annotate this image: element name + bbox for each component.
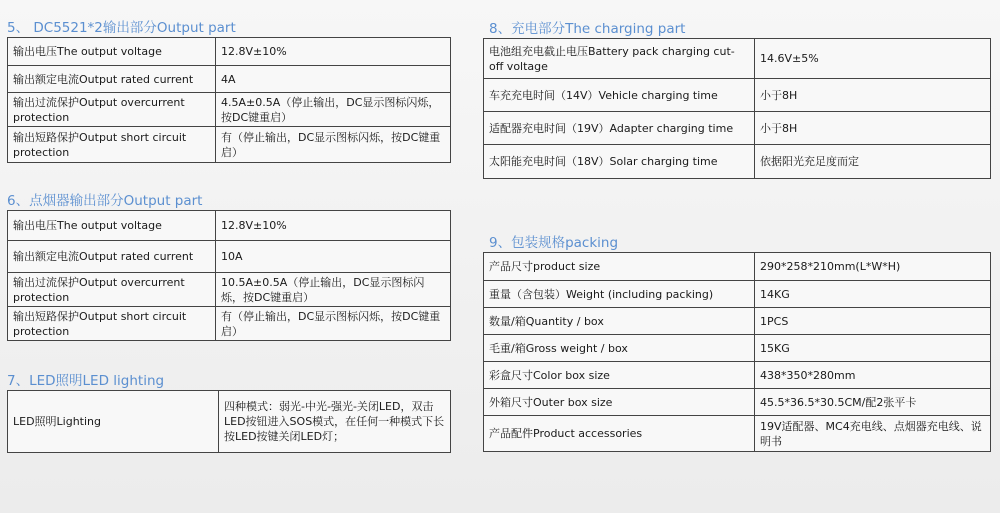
row-value: 四种模式：弱光-中光-强光-关闭LED，双击LED按钮进入SOS模式，在任何一种模式下长按LED按键关闭LED灯； — [219, 391, 451, 453]
row-value: 1PCS — [755, 308, 991, 335]
row-label: 车充充电时间（14V）Vehicle charging time — [484, 79, 755, 112]
section-title: 7、LED照明LED lighting — [7, 373, 165, 389]
row-label: 输出短路保护Output short circuit protection — [8, 127, 216, 163]
row-label: LED照明Lighting — [8, 391, 219, 453]
table-row — [484, 362, 991, 389]
row-value: 12.8V±10% — [216, 38, 451, 66]
row-value: 4A — [216, 66, 451, 93]
row-label: 输出电压The output voltage — [8, 211, 216, 241]
spec-table — [483, 38, 991, 179]
row-label: 输出过流保护Output overcurrent protection — [8, 93, 216, 127]
row-value: 有（停止输出，DC显示图标闪烁，按DC键重启） — [216, 127, 451, 163]
row-label: 输出额定电流Output rated current — [8, 66, 216, 93]
spec-table — [7, 37, 451, 163]
row-label: 重量（含包装）Weight (including packing) — [484, 281, 755, 308]
row-value: 小于8H — [755, 112, 991, 145]
table-row — [484, 253, 991, 281]
table-row — [8, 391, 451, 453]
row-value: 依据阳光充足度而定 — [755, 145, 991, 179]
row-label: 太阳能充电时间（18V）Solar charging time — [484, 145, 755, 179]
table-row — [484, 112, 991, 145]
row-label: 输出电压The output voltage — [8, 38, 216, 66]
table-row — [484, 308, 991, 335]
row-label: 输出短路保护Output short circuit protection — [8, 307, 216, 341]
row-label: 输出额定电流Output rated current — [8, 241, 216, 273]
table-row — [8, 93, 451, 127]
row-value: 10A — [216, 241, 451, 273]
row-label: 输出过流保护Output overcurrent protection — [8, 273, 216, 307]
row-label: 毛重/箱Gross weight / box — [484, 335, 755, 362]
row-value: 290*258*210mm(L*W*H) — [755, 253, 991, 281]
table-row — [8, 127, 451, 163]
table-row — [8, 38, 451, 66]
row-label: 外箱尺寸Outer box size — [484, 389, 755, 416]
row-value: 有（停止输出，DC显示图标闪烁，按DC键重启） — [216, 307, 451, 341]
row-label: 适配器充电时间（19V）Adapter charging time — [484, 112, 755, 145]
row-value: 14KG — [755, 281, 991, 308]
spec-table — [7, 210, 451, 341]
spec-table — [7, 390, 451, 453]
table-row — [484, 389, 991, 416]
table-row — [8, 273, 451, 307]
section-title: 8、充电部分The charging part — [489, 21, 686, 37]
row-value: 12.8V±10% — [216, 211, 451, 241]
row-value: 45.5*36.5*30.5CM/配2张平卡 — [755, 389, 991, 416]
row-label: 彩盒尺寸Color box size — [484, 362, 755, 389]
table-row — [484, 281, 991, 308]
table-row — [484, 416, 991, 452]
table-row — [8, 241, 451, 273]
section-title: 6、点烟器输出部分Output part — [7, 193, 203, 209]
row-label: 电池组充电截止电压Battery pack charging cut-off voltage — [484, 39, 755, 79]
row-value: 438*350*280mm — [755, 362, 991, 389]
table-row — [484, 79, 991, 112]
row-value: 19V适配器、MC4充电线、点烟器充电线、说明书 — [755, 416, 991, 452]
table-row — [484, 145, 991, 179]
row-label: 数量/箱Quantity / box — [484, 308, 755, 335]
row-value: 14.6V±5% — [755, 39, 991, 79]
table-row — [484, 39, 991, 79]
spec-table — [483, 252, 991, 452]
section-title: 9、包装规格packing — [489, 235, 619, 251]
row-label: 产品尺寸product size — [484, 253, 755, 281]
row-label: 产品配件Product accessories — [484, 416, 755, 452]
row-value: 小于8H — [755, 79, 991, 112]
table-row — [8, 307, 451, 341]
table-row — [8, 66, 451, 93]
table-row — [8, 211, 451, 241]
row-value: 15KG — [755, 335, 991, 362]
table-row — [484, 335, 991, 362]
row-value: 4.5A±0.5A（停止输出，DC显示图标闪烁，按DC键重启） — [216, 93, 451, 127]
row-value: 10.5A±0.5A（停止输出，DC显示图标闪烁，按DC键重启） — [216, 273, 451, 307]
section-title: 5、 DC5521*2输出部分Output part — [7, 20, 236, 36]
